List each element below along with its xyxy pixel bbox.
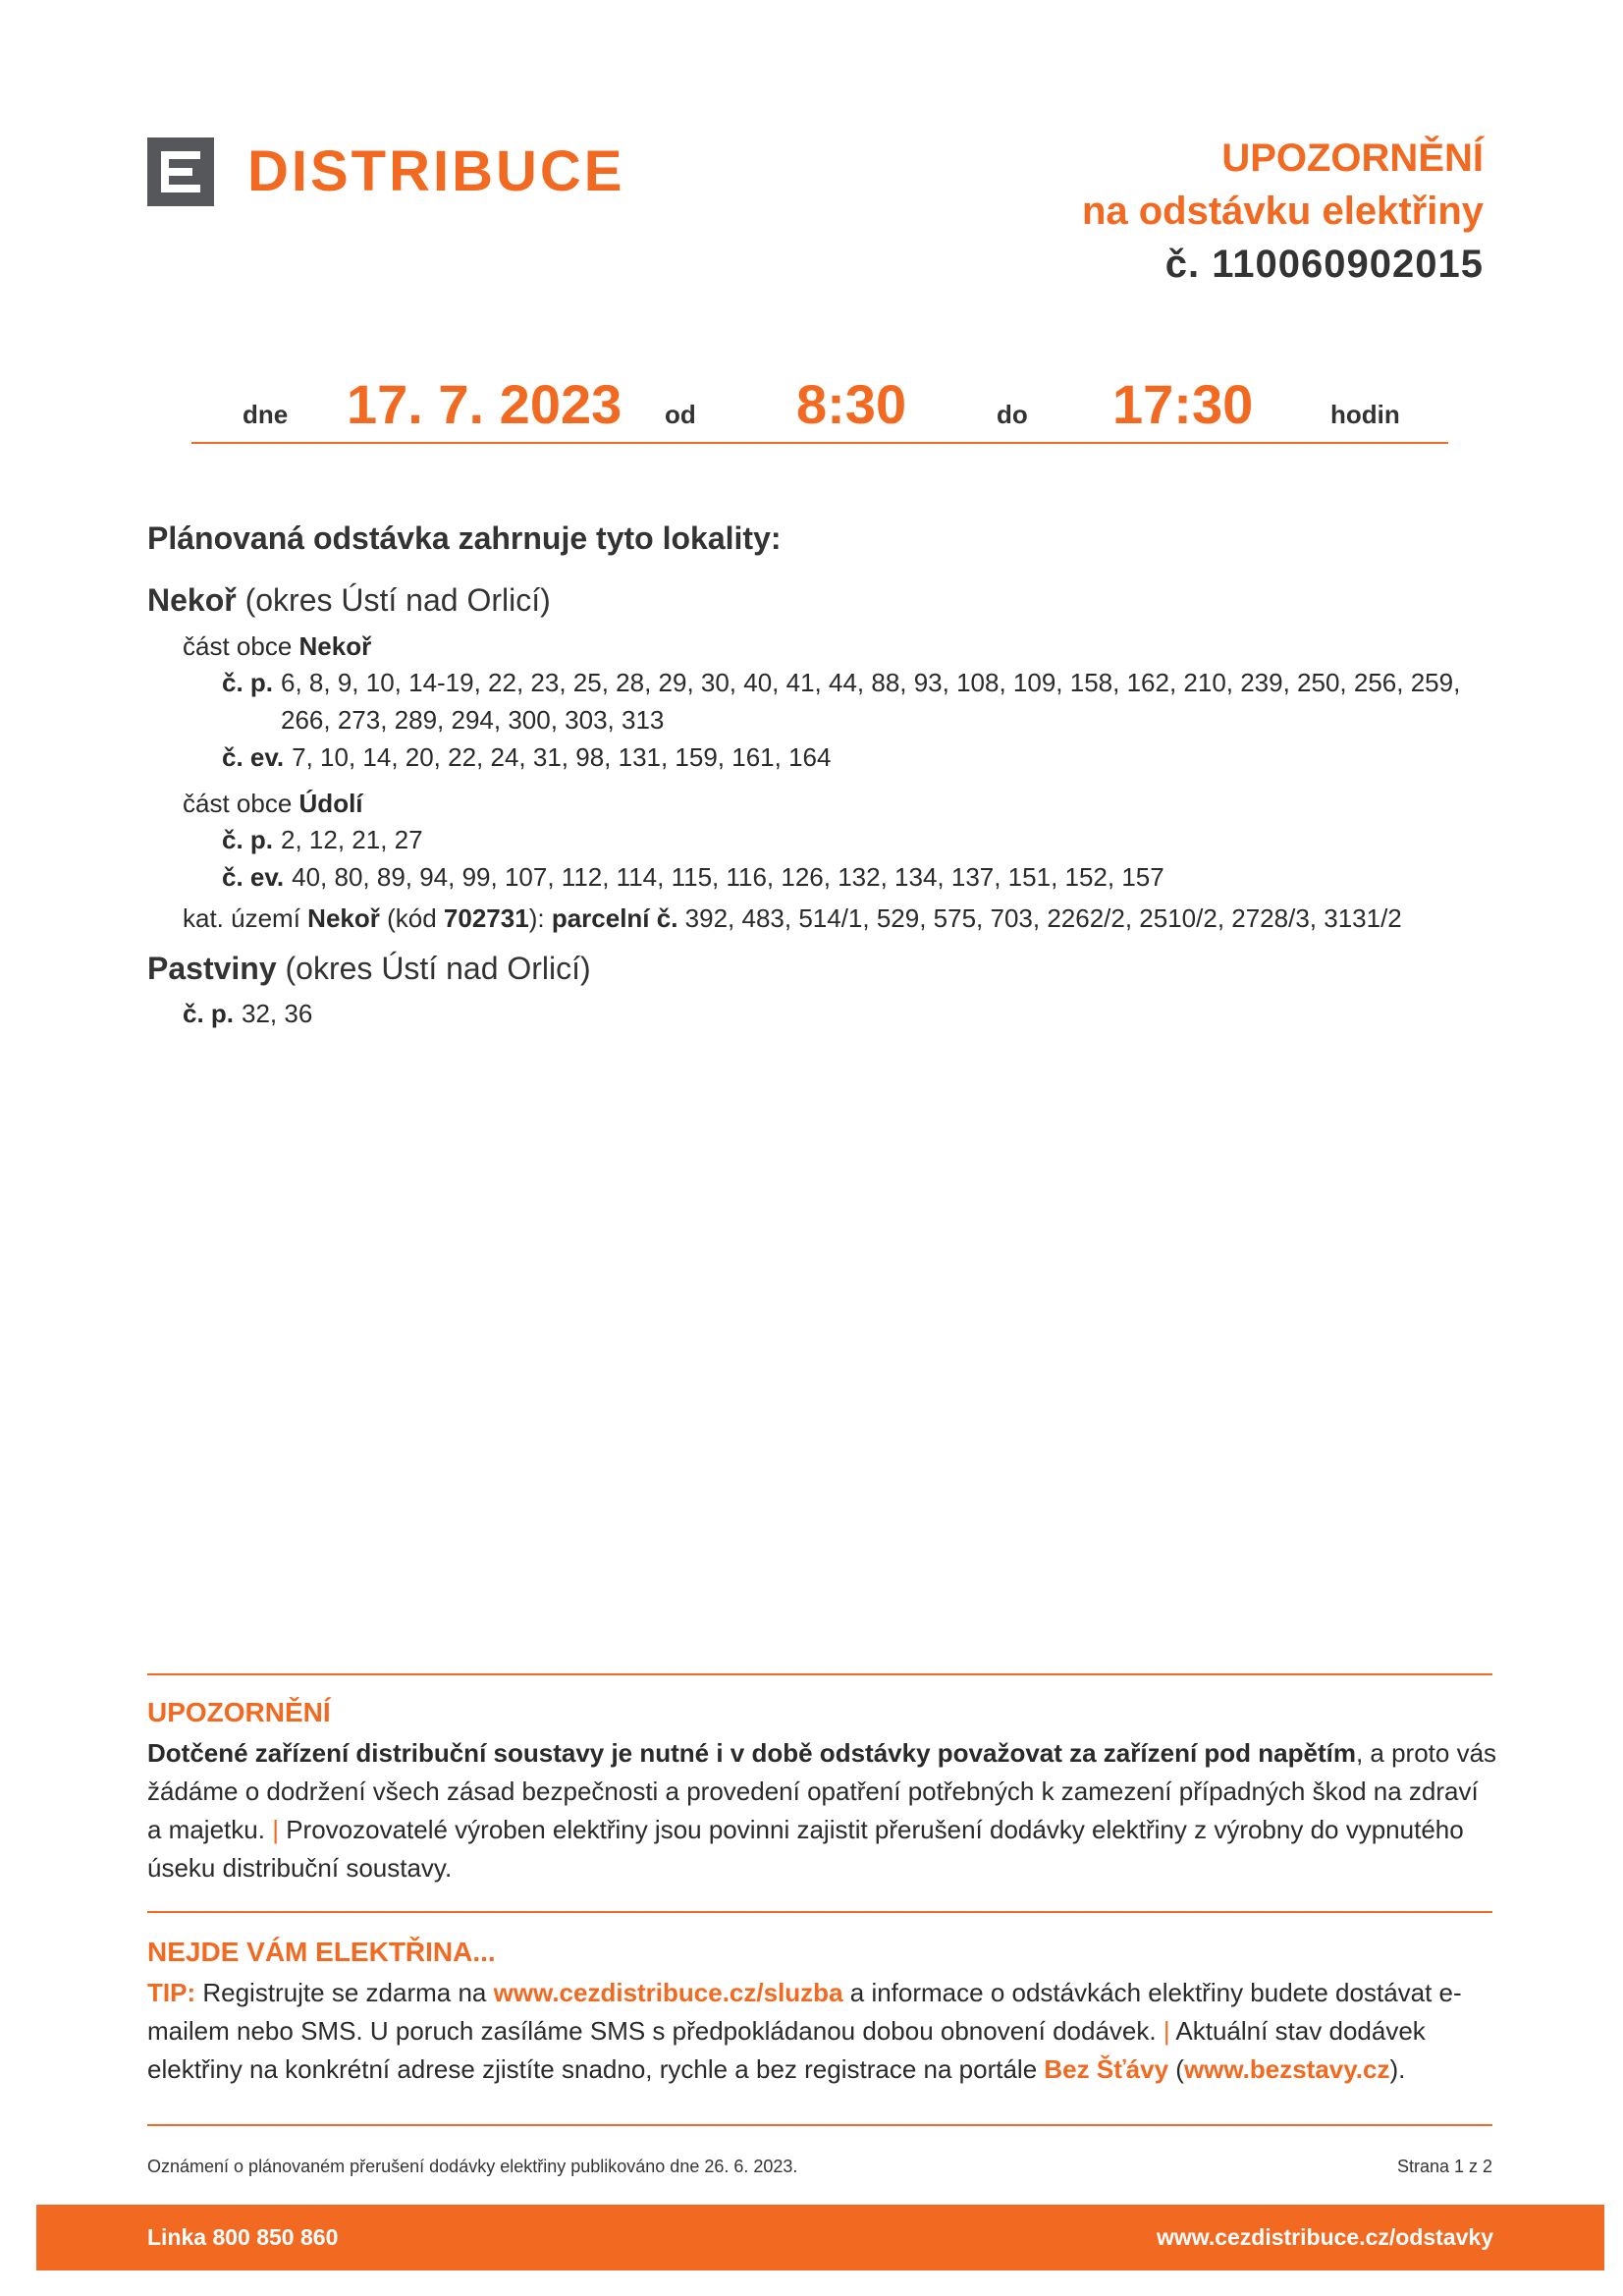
outages-website-link[interactable]: www.cezdistribuce.cz/odstavky — [1157, 2224, 1493, 2250]
do-label: do — [997, 400, 1028, 429]
page-number: Strana 1 z 2 — [1396, 2157, 1492, 2176]
warning-section — [147, 1697, 1497, 1887]
notice-number: č. 110060902015 — [1164, 243, 1484, 286]
cez-logo-icon — [147, 137, 214, 206]
hotline: Linka 800 850 860 — [147, 2224, 339, 2250]
locations-section — [147, 520, 1502, 1032]
divider — [147, 2124, 1492, 2126]
dne-label: dne — [243, 400, 289, 429]
warning-title: UPOZORNĚNÍ — [147, 1697, 331, 1727]
notice-subtitle: na odstávku elektřiny — [1081, 190, 1484, 233]
outage-to-time: 17:30 — [1112, 373, 1254, 435]
locations-heading: Plánovaná odstávka zahrnuje tyto lokality: — [147, 520, 782, 556]
cadastral-area-row: kat. území Nekoř (kód 702731): parcelní č. 392, 483, 514/1, 529, 575, 703, 2262/2, 2510/2, 2728/3, 3131/2 — [183, 903, 1402, 933]
outage-from-time: 8:30 — [796, 373, 907, 435]
evidence-numbers-row: č. ev. 40, 80, 89, 94, 99, 107, 112, 114, 115, 116, 126, 132, 134, 137, 151, 152, 157 — [222, 862, 1164, 892]
cez-logo — [147, 137, 624, 206]
outage-date: 17. 7. 2023 — [347, 373, 622, 435]
house-numbers-row: č. p. 6, 8, 9, 10, 14-19, 22, 23, 25, 28, 29, 30, 40, 41, 44, 88, 93, 108, 109, 158, 162, 210, 239, 250, 256, 259, 266, 273, 289, 294, 300, 303, 313 — [222, 668, 1461, 735]
bezstavy-url-link[interactable]: www.bezstavy.cz — [1183, 2054, 1390, 2084]
town-pastviny: Pastviny (okres Ústí nad Orlicí) — [147, 951, 591, 986]
evidence-numbers-row: č. ev. 7, 10, 14, 20, 22, 24, 31, 98, 131, 159, 161, 164 — [222, 742, 832, 772]
warning-text: Dotčené zařízení distribuční soustavy je nutné i v době odstávky považovat za zařízení pod napětím, a proto vás žádáme o dodržení všech zásad bezpečnosti a provedení opatření potřebných k zamezení případných škod na zdraví a majetku. | Provozovatelé výroben elektřiny jsou povinni zajistit přerušení dodávky elektřiny z výrobny do vypnutého úseku distribuční soustavy. — [147, 1738, 1497, 1883]
hodin-label: hodin — [1330, 400, 1400, 429]
no-power-section — [147, 1937, 1497, 2089]
no-power-title: NEJDE VÁM ELEKTŘINA... — [147, 1937, 496, 1967]
od-label: od — [665, 400, 696, 429]
no-power-text: TIP: Registrujte se zdarma na www.cezdistribuce.cz/sluzba a informace o odstávkách elektřiny budete dostávat e-mailem nebo SMS. U poruch zasíláme SMS s předpokládanou dobou obnovení dodávek. | Aktuální stav dodávek elektřiny na konkrétní adrese zjistíte snadno, rychle a bez registrace na portále Bez Šťávy (www.bezstavy.cz). — [147, 1978, 1462, 2084]
footer-bar — [36, 2205, 1604, 2270]
logo-text: DISTRIBUCE — [247, 139, 625, 203]
registration-link[interactable]: www.cezdistribuce.cz/sluzba — [493, 1978, 843, 2007]
bez-stavy-link[interactable]: Bez Šťávy — [1044, 2054, 1169, 2084]
notice-header — [1082, 132, 1484, 291]
publication-note: Oznámení o plánovaném přerušení dodávky elektřiny publikováno dne 26. 6. 2023. — [147, 2157, 798, 2176]
town-nekor: Nekoř (okres Ústí nad Orlicí) — [147, 582, 551, 618]
house-numbers-row: č. p. 32, 36 — [183, 999, 313, 1028]
notice-title: UPOZORNĚNÍ — [1221, 137, 1484, 180]
house-numbers-row: č. p. 2, 12, 21, 27 — [222, 825, 423, 854]
divider — [147, 1673, 1492, 1675]
divider — [147, 1911, 1492, 1913]
part-udoli: část obce Údolí — [183, 789, 363, 818]
outage-date-row — [191, 371, 1448, 444]
part-nekor: část obce Nekoř — [183, 631, 372, 661]
